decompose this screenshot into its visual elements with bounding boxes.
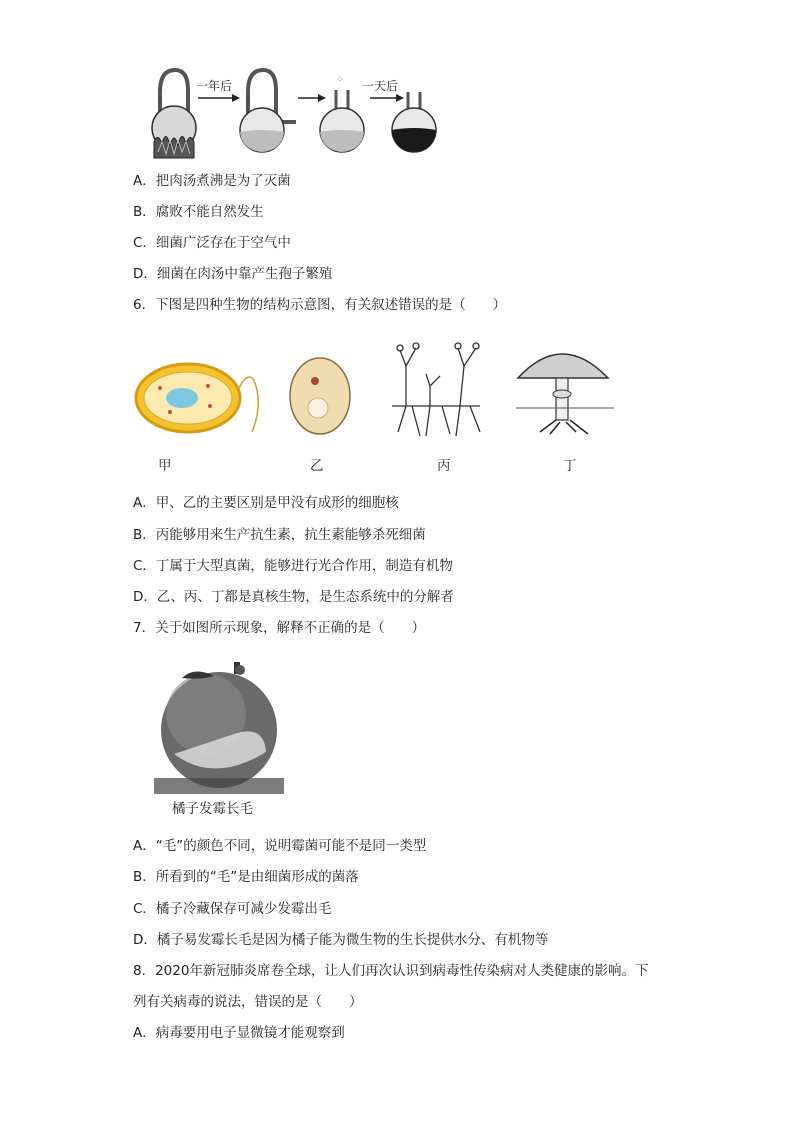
q7-option-c: C．橘子冷藏保存可减少发霉出毛 — [133, 901, 332, 917]
arrow-between — [298, 94, 326, 102]
organism-label-yi: 乙 — [310, 458, 324, 474]
q7-option-a: A．“毛”的颜色不同，说明霉菌可能不是同一类型 — [133, 838, 427, 854]
moldy-orange-caption: 橘子发霉长毛 — [172, 801, 253, 817]
flask-spoiled — [392, 92, 436, 152]
mushroom-image — [516, 354, 614, 434]
q5-option-b: B．腐败不能自然发生 — [133, 204, 264, 220]
q6-option-a: A．甲、乙的主要区别是甲没有成形的细胞核 — [133, 495, 399, 511]
q5-option-d: D．细菌在肉汤中靠产生孢子繁殖 — [133, 266, 333, 282]
organism-label-ding: 丁 — [563, 458, 577, 474]
flask-broken-neck — [320, 75, 364, 152]
q7-option-d: D．橘子易发霉长毛是因为橘子能为微生物的生长提供水分、有机物等 — [133, 932, 549, 948]
q6-stem: 6．下图是四种生物的结构示意图，有关叙述错误的是（ ） — [133, 297, 507, 313]
mold-image — [392, 343, 480, 436]
arrow-one-day-label: 一天后 — [362, 79, 399, 93]
flask-boiling — [152, 70, 196, 158]
q6-option-b: B．丙能够用来生产抗生素，抗生素能够杀死细菌 — [133, 527, 426, 543]
q6-option-d: D．乙、丙、丁都是真核生物，是生态系统中的分解者 — [133, 589, 454, 605]
arrow-one-day — [362, 79, 404, 102]
q8-stem-line2: 列有关病毒的说法，错误的是（ ） — [133, 994, 363, 1010]
arrow-one-year-label: 一年后 — [196, 79, 233, 93]
arrow-one-year — [196, 78, 240, 102]
q5-option-a: A．把肉汤煮沸是为了灭菌 — [133, 173, 291, 189]
q6-option-c: C．丁属于大型真菌，能够进行光合作用，制造有机物 — [133, 558, 453, 574]
organism-label-jia: 甲 — [158, 458, 172, 474]
svg-text:⁘: ⁘ — [336, 75, 344, 85]
q7-stem: 7．关于如图所示现象，解释不正确的是（ ） — [133, 620, 426, 636]
organisms-figure — [130, 336, 620, 446]
organism-label-bing: 丙 — [437, 458, 451, 474]
q8-option-a: A．病毒要用电子显微镜才能观察到 — [133, 1025, 345, 1041]
q8-stem-line1: 8．2020年新冠肺炎席卷全球，让人们再次认识到病毒性传染病对人类健康的影响。下 — [133, 963, 649, 979]
flask-swan-neck — [240, 70, 296, 152]
q5-option-c: C．细菌广泛存在于空气中 — [133, 235, 291, 251]
flask-experiment-figure — [140, 62, 440, 162]
yeast-image — [290, 358, 350, 434]
moldy-orange-image — [154, 654, 284, 794]
bacterium-image — [136, 364, 258, 432]
q7-option-b: B．所看到的“毛”是由细菌形成的菌落 — [133, 869, 359, 885]
